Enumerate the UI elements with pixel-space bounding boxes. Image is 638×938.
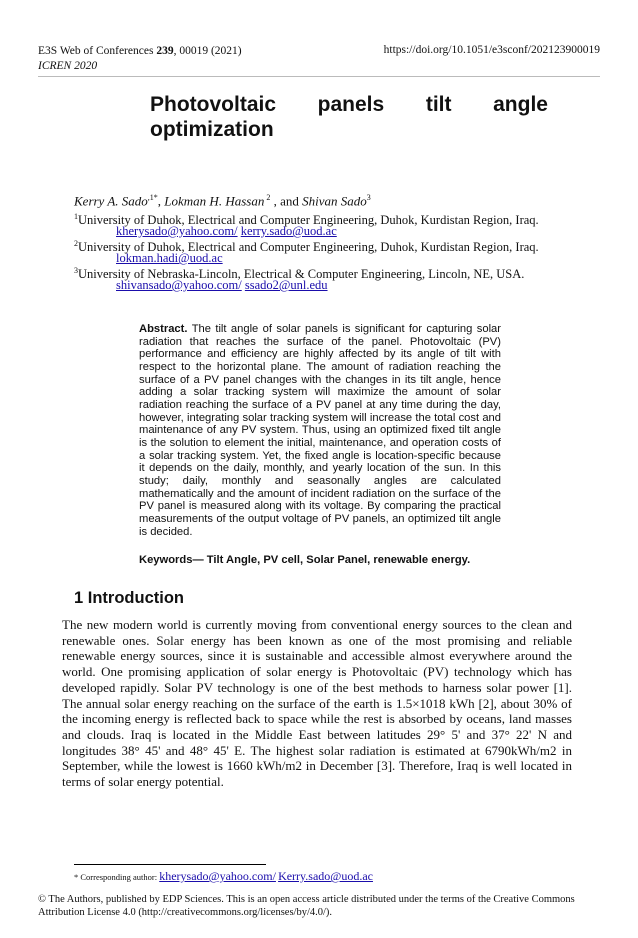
author-mark: 3 xyxy=(366,193,371,202)
author-separator: , xyxy=(157,193,165,209)
author-name: Lokman H. Hassan xyxy=(164,193,265,209)
email-link[interactable]: kherysado@yahoo.com/ xyxy=(116,224,238,238)
email-link[interactable]: kerry.sado@uod.ac xyxy=(240,224,337,238)
abstract-label: Abstract. xyxy=(139,323,188,335)
abstract xyxy=(139,323,501,538)
affiliation-3-emails xyxy=(116,278,328,293)
footnote xyxy=(74,869,373,884)
author-name: Kerry A. Sado xyxy=(74,193,148,209)
affiliation-text: University of Duhok, Electrical and Computer Engineering, Duhok, Kurdistan Region, Iraq. xyxy=(78,240,539,255)
paper-title xyxy=(150,92,548,142)
footnote-divider xyxy=(74,864,266,865)
doi-link[interactable]: https://doi.org/10.1051/e3sconf/202123900019 xyxy=(383,44,600,56)
author-list xyxy=(74,193,371,209)
journal-volume: 239 xyxy=(156,45,174,57)
title-word: panels xyxy=(317,93,385,116)
email-link[interactable]: shivansado@yahoo.com/ xyxy=(116,278,242,292)
journal-citation xyxy=(38,44,242,59)
footnote-email-link[interactable]: kherysado@yahoo.com/ xyxy=(159,869,276,883)
journal-name: E3S Web of Conferences xyxy=(38,45,154,57)
footnote-label: * Corresponding author: xyxy=(74,872,158,882)
copyright-notice: © The Authors, published by EDP Sciences. This is an open access article distributed under the terms of the Creative Commons Attribution License 4.0 (http://creativecommons.org/licenses/by/4.0/). xyxy=(38,894,575,918)
section-body: The new modern world is currently moving from conventional energy sources to the clean and renewable ones. Solar energy has been known as one of the most promising and reliable renewable energy sources, since it is sustainable and accessible almost everywhere around the world. One promising application of solar energy is Photovoltaic (PV) technology which has developed rapidly. Solar PV technology is one of the best methods to harness solar power [1]. The annual solar energy reaching on the surface of the earth is 1.5×1018 kWh [2], about 30% of the incoming energy is reflected back to space while the rest is absorbed by oceans, land masses and clouds. Iraq is located in the Middle East between latitudes 29° 5' and 37° 22' N and longitudes 38° 45' and 48° 45' E. The highest solar radiation is estimated at 6790kWh/m2 in September, while the lowest is 1660 kWh/m2 in December [3]. Therefore, Iraq is well located in terms of solar energy potential. xyxy=(62,617,572,790)
affiliation-number: 2 xyxy=(74,239,78,248)
title-line-2: optimization xyxy=(150,118,274,141)
header-divider xyxy=(38,76,600,77)
conference-name: ICREN 2020 xyxy=(38,60,98,72)
running-header-left xyxy=(38,44,242,74)
footnote-email-link[interactable]: Kerry.sado@uod.ac xyxy=(278,869,373,883)
title-word: Photovoltaic xyxy=(150,93,277,116)
title-word: angle xyxy=(493,93,548,116)
abstract-text: The tilt angle of solar panels is significant for capturing solar radiation that reaches the surface of the panel. Photovoltaic (PV) performance and efficiency are highly affected by its angle of tilt with respect to the horizontal plane. The amount of radiation reaching the surface of a PV panel changes with the changes in its tilt angle, hence adding a solar tracking system will maximize the amount of solar radiation reaching the surface of a PV panel at any time during the day, however, integrating solar tracking system will increase the total cost and maintenance of any PV system. Thus, using an optimized fixed tilt angle is the solution to element the initial, maintenance, and operation costs of a solar tracking system. Yet, the fixed angle is location-specific because it depends on the daily, monthly, and yearly location of the sun. In this study; daily, monthly and seasonally angles are calculated mathematically and the amount of incident radiation on the surface of the PV panel is measured along with its voltage. By comparing the practical measurements of the output voltage of PV panels, an optimized tilt angle is decided. xyxy=(139,323,502,538)
affiliation-text: University of Nebraska-Lincoln, Electrical & Computer Engineering, Lincoln, NE, USA. xyxy=(78,267,525,282)
section-heading: 1 Introduction xyxy=(74,589,184,607)
author-mark: 2 xyxy=(264,193,271,202)
email-link[interactable]: ssado2@unl.edu xyxy=(244,278,328,292)
author-separator: , and xyxy=(270,193,303,209)
author-mark: ,1* xyxy=(147,193,158,202)
keywords: Keywords— Tilt Angle, PV cell, Solar Panel, renewable energy. xyxy=(139,554,471,566)
article-number: , 00019 (2021) xyxy=(173,45,242,57)
author-name: Shivan Sado xyxy=(302,193,367,209)
title-line-1 xyxy=(150,92,548,117)
email-link[interactable]: lokman.hadi@uod.ac xyxy=(116,251,223,265)
affiliation-number: 3 xyxy=(74,266,78,275)
title-word: tilt xyxy=(425,93,452,116)
affiliation-number: 1 xyxy=(74,212,78,221)
affiliation-text: University of Duhok, Electrical and Computer Engineering, Duhok, Kurdistan Region, Iraq. xyxy=(78,213,539,228)
